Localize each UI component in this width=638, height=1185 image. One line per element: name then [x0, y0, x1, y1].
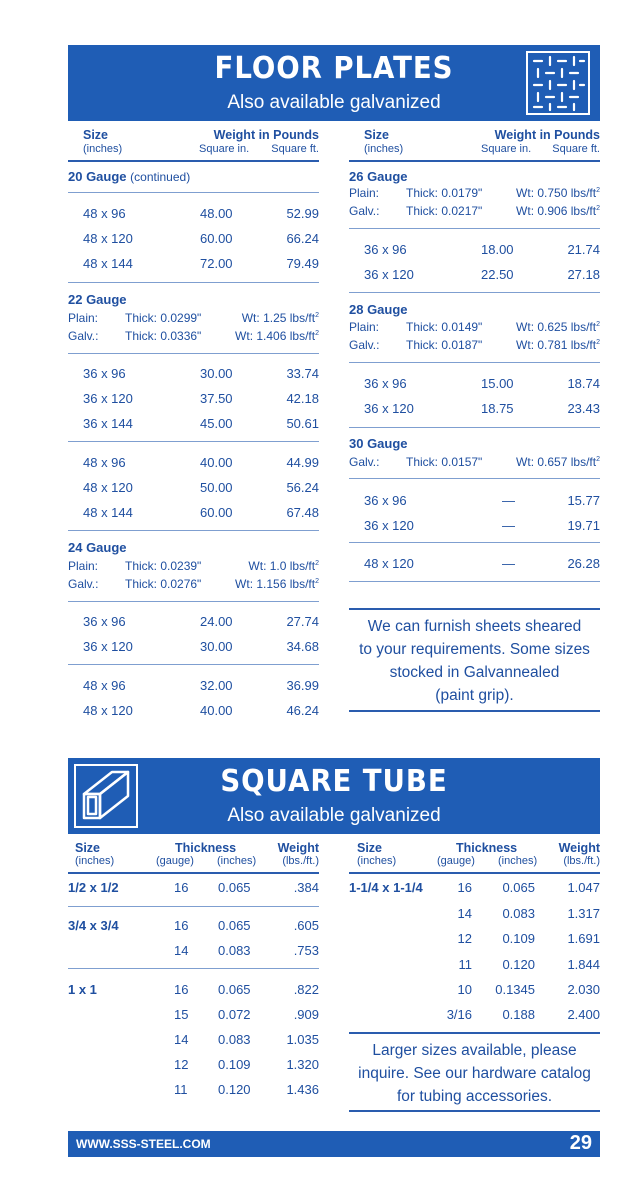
floor-plates-banner — [68, 45, 600, 121]
square-tube-title: SQUARE TUBE — [220, 764, 448, 799]
spec-plain-thick: Thick: 0.0149" — [406, 320, 483, 334]
spec-galv-wt: Wt: 1.156 lbs/$ft^2$ — [235, 577, 319, 591]
tube-thickness-header: Thickness — [175, 841, 237, 855]
col-sq-ft-header: Square ft. — [271, 143, 319, 155]
divider — [349, 292, 600, 293]
tube-size-header: Size — [357, 841, 383, 855]
col-size-unit: (inches) — [83, 143, 123, 155]
spec-galv-label: Galv.: — [68, 577, 99, 591]
gauge-title: 28 Gauge — [349, 302, 408, 317]
diamond-plate-icon — [526, 51, 590, 115]
spec-plain-label: Plain: — [68, 311, 99, 325]
spec-plain-thick: Thick: 0.0239" — [125, 559, 202, 573]
spec-galv-wt: Wt: 1.406 lbs/$ft^2$ — [235, 329, 319, 343]
divider — [68, 601, 319, 602]
divider — [68, 968, 319, 969]
note-rule-bottom — [349, 710, 600, 712]
spec-galv-thick: Thick: 0.0157" — [406, 455, 483, 469]
spec-galv-label: Galv.: — [349, 455, 380, 469]
tube-weight-header: Weight — [558, 841, 600, 855]
tube-inches-unit: (inches) — [498, 855, 538, 867]
spec-plain-wt: Wt: 1.0 lbs/$ft^2$ — [248, 559, 319, 573]
col-sq-in-header: Square in. — [481, 143, 532, 155]
divider — [68, 664, 319, 665]
tube-size-label: 1-1/4 x 1-1/4 — [349, 880, 423, 895]
spec-plain-wt: Wt: 0.625 lbs/$ft^2$ — [516, 320, 600, 334]
spec-galv-label: Galv.: — [349, 204, 380, 218]
header-rule — [349, 872, 600, 874]
spec-plain-wt: Wt: 1.25 lbs/$ft^2$ — [241, 311, 319, 325]
spec-galv-thick: Thick: 0.0336" — [125, 329, 202, 343]
spec-plain-label: Plain: — [349, 186, 380, 200]
header-rule — [68, 160, 319, 162]
spec-plain-label: Plain: — [68, 559, 99, 573]
note-rule-top — [349, 1032, 600, 1034]
tube-weight-unit: (lbs./ft.) — [282, 855, 319, 867]
tube-gauge-unit: (gauge) — [156, 855, 194, 867]
spec-plain-wt: Wt: 0.750 lbs/$ft^2$ — [516, 186, 600, 200]
divider — [349, 362, 600, 363]
spec-plain-thick: Thick: 0.0299" — [125, 311, 202, 325]
tube-gauge-unit: (gauge) — [437, 855, 475, 867]
header-rule — [349, 160, 600, 162]
col-sq-in-header: Square in. — [199, 143, 250, 155]
footer-url[interactable]: WWW.SSS-STEEL.COM — [76, 1137, 211, 1151]
spec-plain-thick: Thick: 0.0179" — [406, 186, 483, 200]
col-size-header: Size — [83, 128, 109, 142]
header-rule — [68, 872, 319, 874]
col-sq-ft-header: Square ft. — [552, 143, 600, 155]
gauge-title: 26 Gauge — [349, 169, 408, 184]
col-weight-header: Weight in Pounds — [213, 128, 319, 142]
tube-thickness-header: Thickness — [456, 841, 518, 855]
tube-size-label: 3/4 x 3/4 — [68, 918, 119, 933]
tube-size-label: 1 x 1 — [68, 982, 97, 997]
floor-plates-note: We can furnish sheets sheared to your requirements. Some sizes stocked in Galvannealed (paint grip). — [359, 618, 590, 704]
divider — [68, 906, 319, 907]
col-size-header: Size — [364, 128, 390, 142]
tube-size-label: 1/2 x 1/2 — [68, 880, 119, 895]
spec-galv-label: Galv.: — [68, 329, 99, 343]
tube-weight-unit: (lbs./ft.) — [563, 855, 600, 867]
note-rule-bottom — [349, 1110, 600, 1112]
divider — [68, 192, 319, 193]
spec-galv-wt: Wt: 0.906 lbs/$ft^2$ — [516, 204, 600, 218]
spec-galv-label: Galv.: — [349, 338, 380, 352]
divider — [349, 581, 600, 582]
gauge-title: 22 Gauge — [68, 292, 127, 307]
spec-plain-label: Plain: — [349, 320, 380, 334]
page-footer — [68, 1131, 600, 1157]
spec-galv-thick: Thick: 0.0187" — [406, 338, 483, 352]
tube-size-header: Size — [75, 841, 101, 855]
divider — [349, 427, 600, 428]
col-weight-header: Weight in Pounds — [494, 128, 600, 142]
divider — [68, 441, 319, 442]
gauge-title: 24 Gauge — [68, 540, 127, 555]
note-rule-top — [349, 608, 600, 610]
spec-galv-wt: Wt: 0.781 lbs/$ft^2$ — [516, 338, 600, 352]
divider — [349, 542, 600, 543]
square-tube-subtitle: Also available galvanized — [227, 805, 441, 826]
tube-inches-unit: (inches) — [217, 855, 257, 867]
divider — [349, 478, 600, 479]
floor-plates-subtitle: Also available galvanized — [227, 92, 441, 113]
page-number: 29 — [569, 1132, 592, 1154]
spec-galv-wt: Wt: 0.657 lbs/$ft^2$ — [516, 455, 600, 469]
divider — [349, 228, 600, 229]
tube-size-unit: (inches) — [357, 855, 397, 867]
gauge-title: 30 Gauge — [349, 436, 408, 451]
spec-galv-thick: Thick: 0.0276" — [125, 577, 202, 591]
square-tube-banner — [68, 758, 600, 834]
divider — [68, 282, 319, 283]
square-tube-note: Larger sizes available, please inquire. See our hardware catalog for tubing accessories. — [358, 1042, 591, 1105]
divider — [68, 353, 319, 354]
tube-size-unit: (inches) — [75, 855, 115, 867]
spec-galv-thick: Thick: 0.0217" — [406, 204, 483, 218]
floor-plates-title: FLOOR PLATES — [214, 51, 454, 86]
gauge-title: 20 Gauge (continued) — [68, 169, 191, 184]
tube-weight-header: Weight — [277, 841, 319, 855]
col-size-unit: (inches) — [364, 143, 404, 155]
divider — [68, 530, 319, 531]
